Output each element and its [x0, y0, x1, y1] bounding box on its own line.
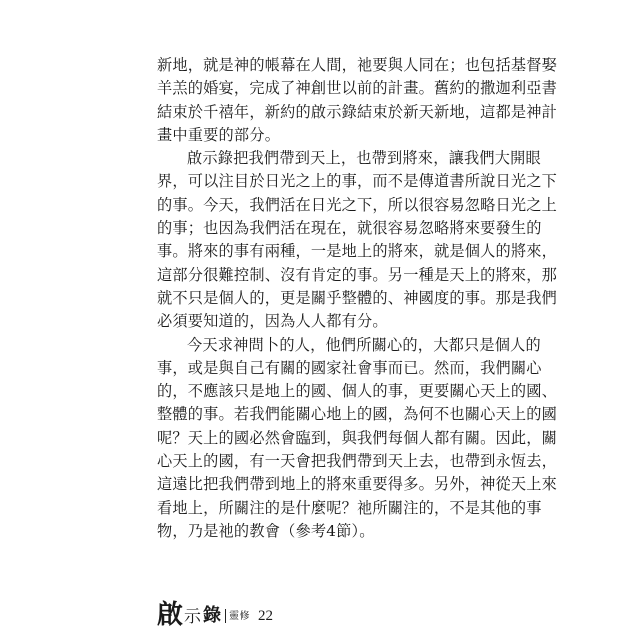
footer-divider	[225, 609, 226, 623]
text-line: 心天上的國，有一天會把我們帶到天上去，也帶到永恆去，	[157, 452, 558, 471]
text-line: 就不只是個人的，更是關乎整體的、神國度的事。那是我們	[157, 288, 558, 307]
body-text	[157, 54, 558, 543]
book-title-char: 啟	[157, 600, 184, 630]
text-line: 新地，就是神的帳幕在人間，祂要與人同在；也包括基督娶	[157, 56, 558, 74]
page-footer	[157, 588, 273, 628]
text-line: 呢？天上的國必然會臨到，與我們每個人都有關。因此，關	[157, 428, 558, 447]
text-line: 事。將來的事有兩種，一是地上的將來，就是個人的將來，	[157, 242, 558, 261]
series-label: 靈修	[229, 611, 251, 622]
page-number: 22	[258, 608, 274, 624]
text-line: 結束於千禧年，新約的啟示錄結束於新天新地，這都是神計	[157, 102, 558, 121]
text-line: 必須要知道的，因為人人都有分。	[157, 312, 388, 331]
text-line: 的事。今天，我們活在日光之下，所以很容易忽略日光之上	[157, 195, 558, 214]
text-line: 啟示錄把我們帶到天上，也帶到將來，讓我們大開眼	[187, 149, 541, 168]
text-line: 這部分很難控制、沒有肯定的事。另一種是天上的將來，那	[157, 265, 558, 284]
text-line: 看地上，所關注的是什麼呢？祂所關注的，不是其他的事	[157, 498, 542, 517]
text-line: 界，可以注目於日光之上的事，而不是傳道書所說日光之下	[157, 172, 558, 191]
text-line: 事，或是與自己有關的國家社會事而已。然而，我們關心	[157, 358, 542, 377]
text-line: 羊羔的婚宴，完成了神創世以前的計畫。舊約的撒迦利亞書	[157, 79, 558, 98]
text-line: 今天求神問卜的人，他們所關心的，大都只是個人的	[187, 335, 541, 354]
text-line: 整體的事。若我們能關心地上的國，為何不也關心天上的國	[157, 405, 558, 424]
text-line: 的，不應該只是地上的國、個人的事，更要關心天上的國、	[157, 382, 558, 401]
book-title-char: 錄	[203, 605, 222, 626]
text-line: 的事；也因為我們活在現在，就很容易忽略將來要發生的	[157, 219, 542, 238]
text-line: 畫中重要的部分。	[157, 125, 281, 144]
text-line: 這遠比把我們帶到地上的將來重要得多。另外，神從天上來	[157, 475, 558, 494]
book-title-char: 示	[184, 607, 202, 627]
text-line: 物，乃是祂的教會（參考4節）。	[157, 521, 375, 540]
